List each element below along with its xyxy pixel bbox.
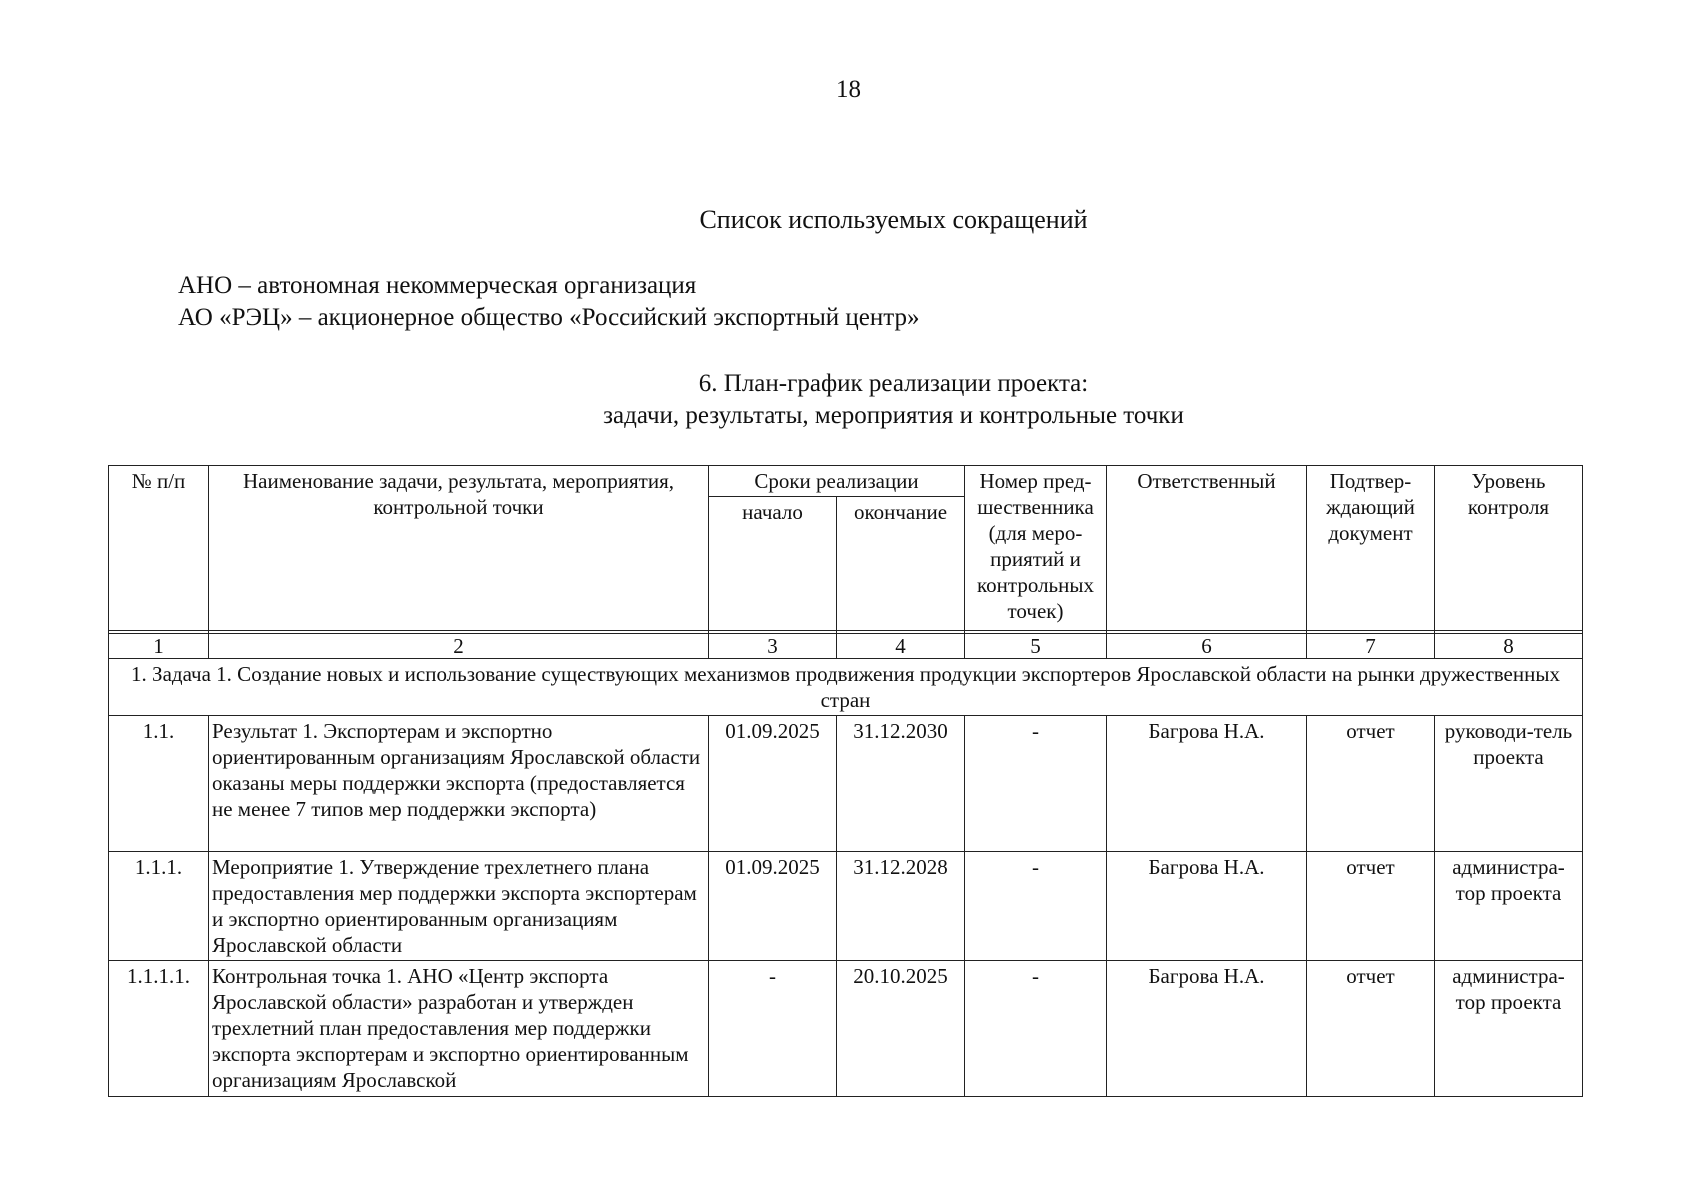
row-responsible: Багрова Н.А. bbox=[1107, 716, 1307, 852]
row-responsible: Багрова Н.А. bbox=[1107, 961, 1307, 1097]
row-num: 1.1. bbox=[109, 716, 209, 852]
header-name: Наименование задачи, результата, мероприятия, контрольной точки bbox=[209, 466, 709, 631]
header-start: начало bbox=[709, 497, 837, 631]
section-title-line2: задачи, результаты, мероприятия и контрольные точки bbox=[603, 402, 1184, 429]
row-start: - bbox=[709, 961, 837, 1097]
abbreviation-item: АНО – автономная некоммерческая организация bbox=[178, 272, 697, 299]
abbreviations-title: Список используемых сокращений bbox=[699, 205, 1088, 234]
row-predecessor: - bbox=[965, 961, 1107, 1097]
column-number: 8 bbox=[1435, 634, 1583, 659]
section-title bbox=[0, 368, 1697, 432]
header-document: Подтвер-ждающий документ bbox=[1307, 466, 1435, 631]
column-number: 4 bbox=[837, 634, 965, 659]
table-row bbox=[109, 852, 1583, 961]
row-end: 20.10.2025 bbox=[837, 961, 965, 1097]
abbreviations-list bbox=[178, 270, 920, 334]
row-end: 31.12.2028 bbox=[837, 852, 965, 961]
row-responsible: Багрова Н.А. bbox=[1107, 852, 1307, 961]
row-start: 01.09.2025 bbox=[709, 716, 837, 852]
row-name: Результат 1. Экспортерам и экспортно ориентированным организациям Ярославской области оказаны меры поддержки экспорта (предоставляется не менее 7 типов мер поддержки экспорта) bbox=[209, 716, 709, 852]
section-title-line1: 6. План-график реализации проекта: bbox=[698, 370, 1089, 397]
row-num: 1.1.1. bbox=[109, 852, 209, 961]
header-end: окончание bbox=[837, 497, 965, 631]
task-title: 1. Задача 1. Создание новых и использование существующих механизмов продвижения продукции экспортеров Ярославской области на рынки дружественных стран bbox=[109, 659, 1583, 716]
row-document: отчет bbox=[1307, 852, 1435, 961]
row-num: 1.1.1.1. bbox=[109, 961, 209, 1097]
column-number: 5 bbox=[965, 634, 1107, 659]
abbreviation-item: АО «РЭЦ» – акционерное общество «Российский экспортный центр» bbox=[178, 304, 920, 331]
row-start: 01.09.2025 bbox=[709, 852, 837, 961]
header-num: № п/п bbox=[109, 466, 209, 631]
column-number: 1 bbox=[109, 634, 209, 659]
row-document: отчет bbox=[1307, 961, 1435, 1097]
header-terms: Сроки реализации bbox=[709, 466, 965, 497]
column-numbers-row bbox=[109, 634, 1583, 659]
header-control: Уровень контроля bbox=[1435, 466, 1583, 631]
plan-schedule-table bbox=[108, 465, 1583, 1097]
column-number: 6 bbox=[1107, 634, 1307, 659]
row-control: администра-тор проекта bbox=[1435, 852, 1583, 961]
page-number: 18 bbox=[836, 76, 861, 103]
row-end: 31.12.2030 bbox=[837, 716, 965, 852]
column-number: 2 bbox=[209, 634, 709, 659]
header-responsible: Ответственный bbox=[1107, 466, 1307, 631]
header-predecessor: Номер пред-шественника (для меро-приятий и контрольных точек) bbox=[965, 466, 1107, 631]
row-predecessor: - bbox=[965, 852, 1107, 961]
row-name: Мероприятие 1. Утверждение трехлетнего плана предоставления мер поддержки экспорта экспортерам и экспортно ориентированным организациям Ярославской области bbox=[209, 852, 709, 961]
row-name: Контрольная точка 1. АНО «Центр экспорта Ярославской области» разработан и утвержден трехлетний план предоставления мер поддержки экспорта экспортерам и экспортно ориентированным организациям Ярославской bbox=[209, 961, 709, 1097]
table-header-row bbox=[109, 466, 1583, 497]
row-control: руководи-тель проекта bbox=[1435, 716, 1583, 852]
row-document: отчет bbox=[1307, 716, 1435, 852]
column-number: 3 bbox=[709, 634, 837, 659]
task-row bbox=[109, 659, 1583, 716]
column-number: 7 bbox=[1307, 634, 1435, 659]
table-row bbox=[109, 961, 1583, 1097]
table-row bbox=[109, 716, 1583, 852]
row-control: администра-тор проекта bbox=[1435, 961, 1583, 1097]
row-predecessor: - bbox=[965, 716, 1107, 852]
